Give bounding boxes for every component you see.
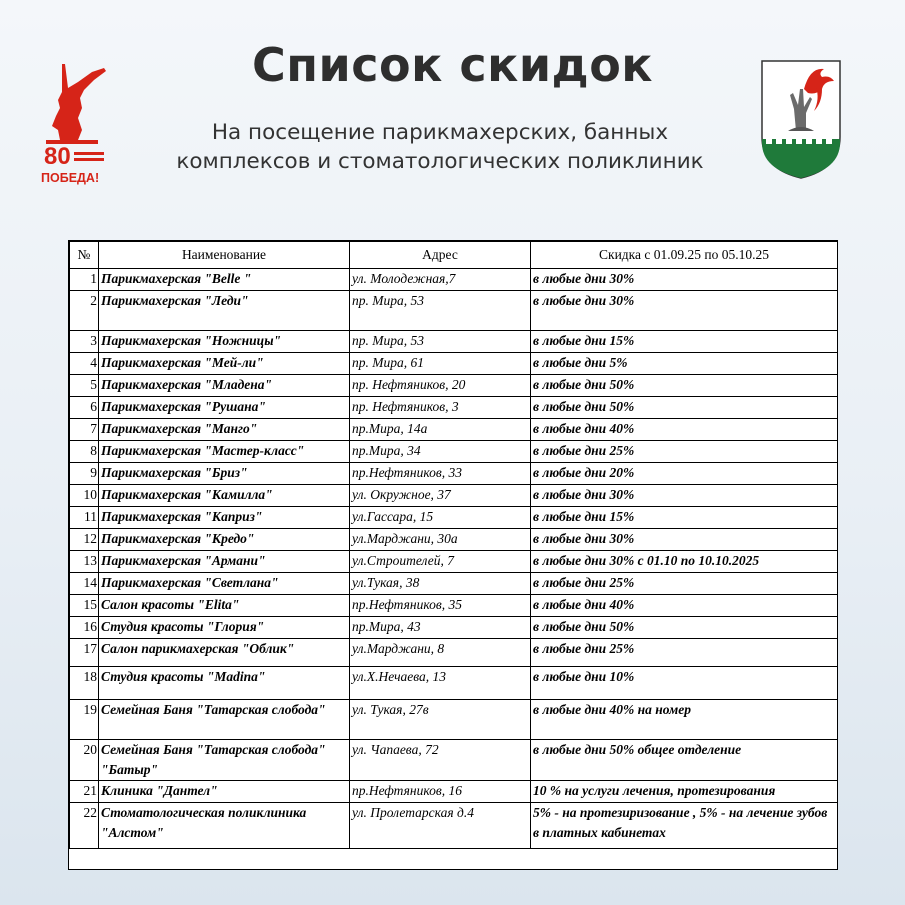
table-row [70,573,838,595]
row-address: ул. Пролетарская д.4 [350,803,531,849]
row-address: пр. Мира, 53 [350,331,531,353]
table-row [70,485,838,507]
row-discount: в любые дни 40% на номер [531,700,838,740]
row-discount: в любые дни 40% [531,595,838,617]
row-name: Клиника "Дантел" [99,781,350,803]
row-discount: в любые дни 40% [531,419,838,441]
row-number: 21 [70,781,99,803]
table-body [70,269,838,849]
row-name: Парикмахерская "Belle " [99,269,350,291]
coat-of-arms-icon [760,59,842,180]
row-number: 18 [70,667,99,700]
row-address: пр. Мира, 61 [350,353,531,375]
row-name: Парикмахерская "Младена" [99,375,350,397]
row-number: 13 [70,551,99,573]
row-name: Студия красоты "Глория" [99,617,350,639]
row-address: ул. Окружное, 37 [350,485,531,507]
table-row [70,463,838,485]
table-row [70,803,838,849]
row-name: Стоматологическая поликлиника "Алстом" [99,803,350,849]
row-address: ул.Строителей, 7 [350,551,531,573]
row-number: 7 [70,419,99,441]
row-address: ул.Гассара, 15 [350,507,531,529]
page-title: Список скидок [251,38,654,92]
row-name: Салон парикмахерская "Облик" [99,639,350,667]
row-number: 10 [70,485,99,507]
row-address: пр.Нефтяников, 16 [350,781,531,803]
row-address: ул.Тукая, 38 [350,573,531,595]
row-name: Парикмахерская "Бриз" [99,463,350,485]
discount-table [69,241,838,849]
row-name: Студия красоты "Madina" [99,667,350,700]
table-row [70,639,838,667]
header-name: Наименование [99,242,350,269]
row-name: Салон красоты "Elita" [99,595,350,617]
row-number: 2 [70,291,99,331]
row-name: Парикмахерская "Рушана" [99,397,350,419]
row-number: 3 [70,331,99,353]
row-address: пр.Нефтяников, 33 [350,463,531,485]
row-address: пр.Мира, 34 [350,441,531,463]
svg-text:80: 80 [44,143,71,170]
table-row [70,551,838,573]
row-number: 15 [70,595,99,617]
table-row [70,397,838,419]
row-name: Парикмахерская "Мей-ли" [99,353,350,375]
row-number: 6 [70,397,99,419]
table-row [70,291,838,331]
row-number: 11 [70,507,99,529]
row-discount: в любые дни 50% [531,617,838,639]
table-row [70,700,838,740]
row-name: Парикмахерская "Мастер-класс" [99,441,350,463]
row-address: ул. Молодежная,7 [350,269,531,291]
table-row [70,269,838,291]
row-name: Парикмахерская "Армани" [99,551,350,573]
row-discount: в любые дни 5% [531,353,838,375]
row-discount: в любые дни 30% [531,485,838,507]
row-address: ул.Марджани, 30а [350,529,531,551]
discount-table-container [68,240,838,870]
row-discount: в любые дни 20% [531,463,838,485]
row-address: ул.Марджани, 8 [350,639,531,667]
row-address: ул.Х.Нечаева, 13 [350,667,531,700]
row-number: 20 [70,740,99,781]
table-row [70,507,838,529]
svg-text:ПОБЕДА!: ПОБЕДА! [41,171,100,185]
row-discount: в любые дни 30% [531,291,838,331]
table-row [70,419,838,441]
row-address: пр.Нефтяников, 35 [350,595,531,617]
row-name: Семейная Баня "Татарская слобода" "Батыр" [99,740,350,781]
row-discount: в любые дни 25% [531,573,838,595]
row-discount: в любые дни 30% с 01.10 по 10.10.2025 [531,551,838,573]
row-number: 19 [70,700,99,740]
row-address: пр.Мира, 14а [350,419,531,441]
header-address: Адрес [350,242,531,269]
victory-80-logo [38,60,114,190]
table-header-row [70,242,838,269]
page-subtitle: На посещение парикмахерских, банных комплексов и стоматологических поликлиник [176,120,704,174]
row-name: Семейная Баня "Татарская слобода" [99,700,350,740]
row-discount: в любые дни 25% [531,639,838,667]
row-number: 9 [70,463,99,485]
row-number: 4 [70,353,99,375]
row-number: 1 [70,269,99,291]
row-number: 5 [70,375,99,397]
table-row [70,375,838,397]
row-discount: в любые дни 15% [531,507,838,529]
table-row [70,353,838,375]
row-discount: в любые дни 30% [531,529,838,551]
row-address: пр. Нефтяников, 20 [350,375,531,397]
table-row [70,331,838,353]
row-name: Парикмахерская "Светлана" [99,573,350,595]
row-address: ул. Чапаева, 72 [350,740,531,781]
row-discount: 10 % на услуги лечения, протезирования [531,781,838,803]
row-discount: в любые дни 50% общее отделение [531,740,838,781]
row-address: пр. Нефтяников, 3 [350,397,531,419]
row-name: Парикмахерская "Манго" [99,419,350,441]
header-discount: Скидка с 01.09.25 по 05.10.25 [531,242,838,269]
row-name: Парикмахерская "Каприз" [99,507,350,529]
row-discount: 5% - на протезиризование , 5% - на лечение зубов в платных кабинетах [531,803,838,849]
row-address: пр. Мира, 53 [350,291,531,331]
row-number: 8 [70,441,99,463]
table-row [70,617,838,639]
row-discount: в любые дни 50% [531,397,838,419]
table-row [70,667,838,700]
row-name: Парикмахерская "Камилла" [99,485,350,507]
row-name: Парикмахерская "Леди" [99,291,350,331]
table-row [70,529,838,551]
row-number: 14 [70,573,99,595]
row-discount: в любые дни 50% [531,375,838,397]
row-address: пр.Мира, 43 [350,617,531,639]
table-row [70,740,838,781]
table-row [70,441,838,463]
row-name: Парикмахерская "Кредо" [99,529,350,551]
row-discount: в любые дни 15% [531,331,838,353]
row-discount: в любые дни 10% [531,667,838,700]
header-number: № [70,242,99,269]
row-number: 22 [70,803,99,849]
row-discount: в любые дни 25% [531,441,838,463]
row-number: 12 [70,529,99,551]
table-row [70,595,838,617]
row-name: Парикмахерская "Ножницы" [99,331,350,353]
table-row [70,781,838,803]
row-address: ул. Тукая, 27в [350,700,531,740]
row-number: 17 [70,639,99,667]
row-discount: в любые дни 30% [531,269,838,291]
row-number: 16 [70,617,99,639]
